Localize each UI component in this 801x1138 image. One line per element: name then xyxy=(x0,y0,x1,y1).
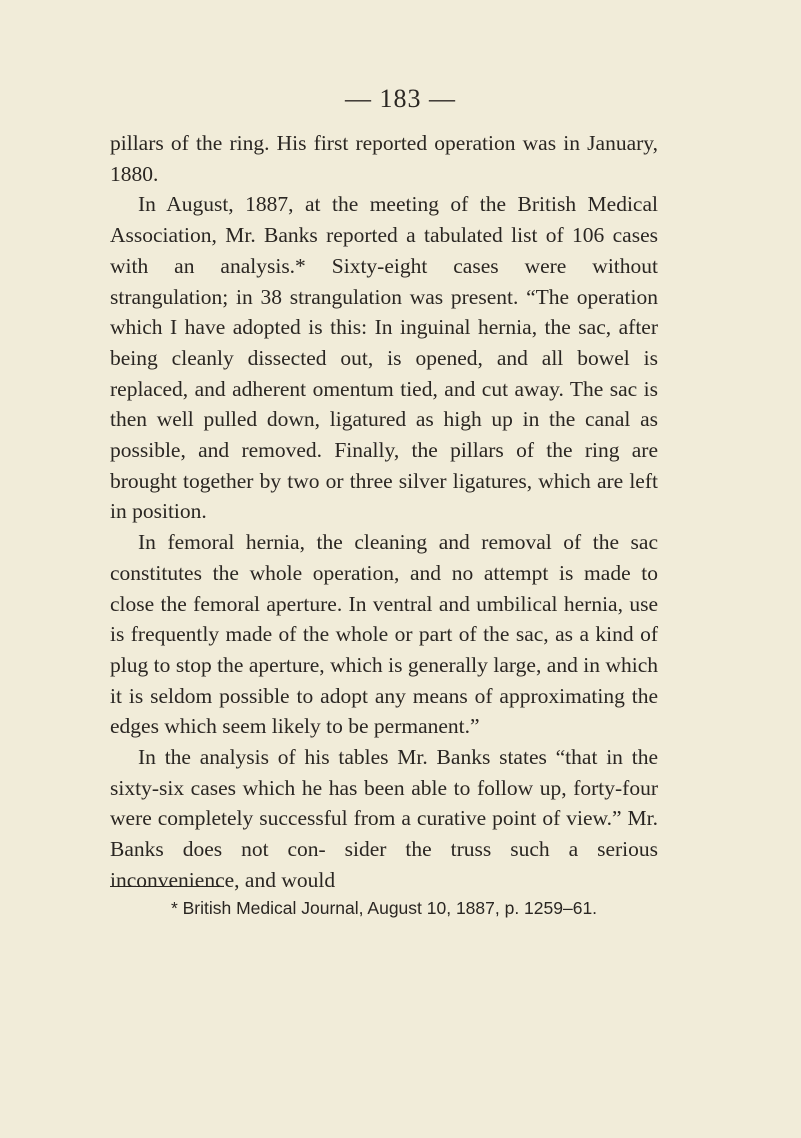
paragraph-femoral-hernia: In femoral hernia, the cleaning and removal of the sac constitutes the whole operation, and no attempt is made to close the femoral aperture. In ventral and umbilical hernia, use is frequently made of the whole or part of the sac, as a kind of plug to stop the aperture, which is generally large, and in which it is seldom possible to adopt any means of approximating the edges which seem likely to be permanent.” xyxy=(110,530,658,739)
footnote: * British Medical Journal, August 10, 1887, p. 1259–61. xyxy=(170,898,598,918)
body-text xyxy=(110,128,658,896)
paragraph-analysis: In the analysis of his tables Mr. Banks states “that in the sixty-six cases which he has been able to follow up, forty-four were completely successful from a curative point of view.” Mr. Banks does not con- sider the truss such a serious inconvenience, and would xyxy=(110,745,658,892)
footnote-rule xyxy=(110,886,224,887)
paragraph-banks-report: In August, 1887, at the meeting of the British Medical Association, Mr. Banks reported a tabulated list of 106 cases with an analysis.* Sixty-eight cases were without strangulation; in 38 strangulation was present. “The operation which I have adopted is this: In inguinal hernia, the sac, after being cleanly dissected out, is opened, and all bowel is replaced, and adherent omentum tied, and cut away. The sac is then well pulled down, ligatured as high up in the canal as possible, and removed. Finally, the pillars of the ring are brought together by two or three silver ligatures, which are left in position. xyxy=(110,192,658,524)
page-number: — 183 — xyxy=(345,84,456,113)
paragraph-continuation: pillars of the ring. His first reported operation was in January, 1880. xyxy=(110,131,658,186)
